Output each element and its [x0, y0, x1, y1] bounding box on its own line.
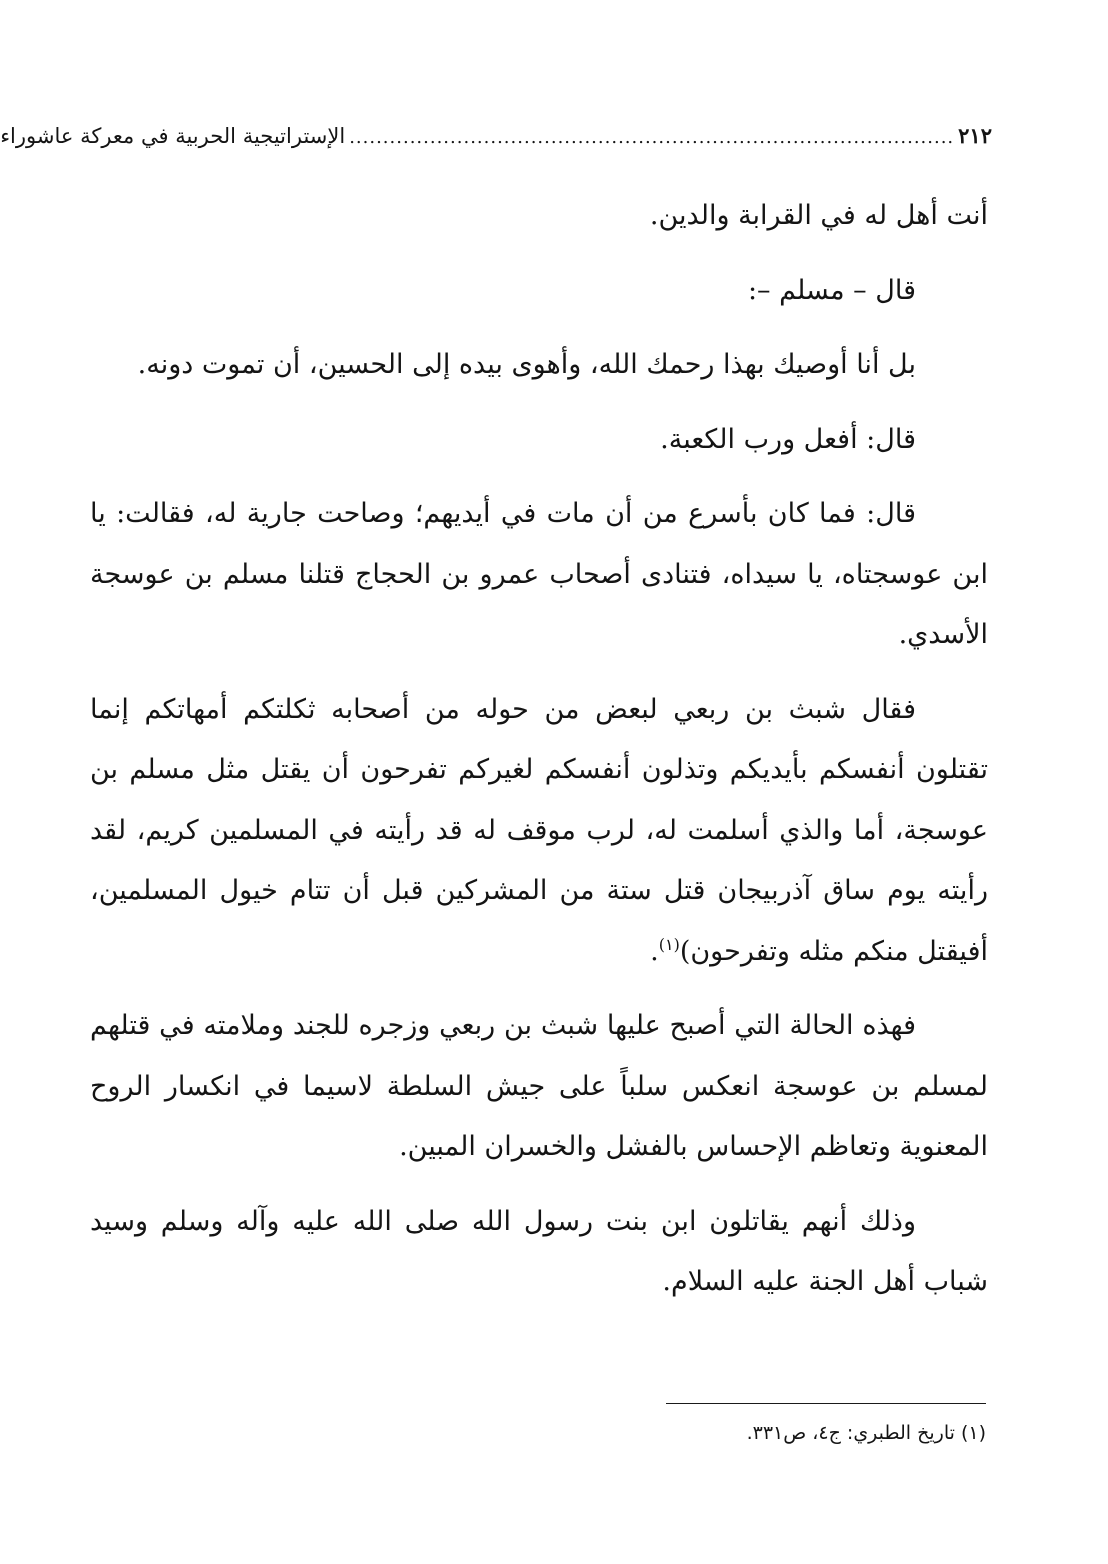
paragraph-1: أنت أهل له في القرابة والدين. [649, 200, 988, 231]
footnote-reference[interactable]: (١) [658, 934, 680, 954]
paragraph-7: فهذه الحالة التي أصبح عليها شبث بن ربعي وزجره للجند وملامته في قتلهم لمسلم بن عوسجة انعكس سلباً على جيش السلطة لاسيما في انكسار الروح المعنوية وتعاظم الإحساس بالفشل والخسران المبين. [90, 1010, 988, 1162]
running-header [0, 118, 992, 154]
paragraph-6 [90, 680, 988, 983]
paragraph-6-tail: . [650, 935, 659, 967]
header-dot-leader: .......................................................................................... [349, 127, 955, 148]
paragraph-3: بل أنا أوصيك بهذا رحمك الله، وأهوى بيده إلى الحسين، أن تموت دونه. [137, 349, 916, 380]
paragraph-8: وذلك أنهم يقاتلون ابن بنت رسول الله صلى الله عليه وآله وسلم وسيد شباب أهل الجنة عليه السلام. [90, 1205, 988, 1297]
page-number: ٢١٢ [958, 123, 992, 148]
footnote-separator [666, 1403, 986, 1404]
paragraph-5: قال: فما كان بأسرع من أن مات في أيديهم؛ وصاحت جارية له، فقالت: يا ابن عوسجتاه، يا سيداه، فتنادى أصحاب عمرو بن الحجاج قتلنا مسلم بن عوسجة الأسدي. [90, 498, 988, 650]
body-text [90, 186, 988, 1327]
paragraph-6-text: فقال شبث بن ربعي لبعض من حوله من أصحابه ثكلتكم أمهاتكم إنما تقتلون أنفسكم بأيديكم وتذلون أنفسكم لغيركم تفرحون أن يقتل مثل مسلم بن عوسجة، أما والذي أسلمت له، لرب موقف له قد رأيته في المسلمين كريم، لقد رأيته يوم ساق آذربيجان قتل ستة من المشركين قبل أن تتام خيول المسلمين، أفيقتل منكم مثله وتفرحون) [90, 693, 988, 967]
footnote: (١) تاريخ الطبري: ج٤، ص٣٣١. [746, 1422, 986, 1444]
running-header-title: الإستراتيجية الحربية في معركة عاشوراء [0, 124, 346, 148]
paragraph-4: قال: أفعل ورب الكعبة. [660, 423, 916, 455]
paragraph-2: قال – مسلم –: [747, 274, 916, 306]
